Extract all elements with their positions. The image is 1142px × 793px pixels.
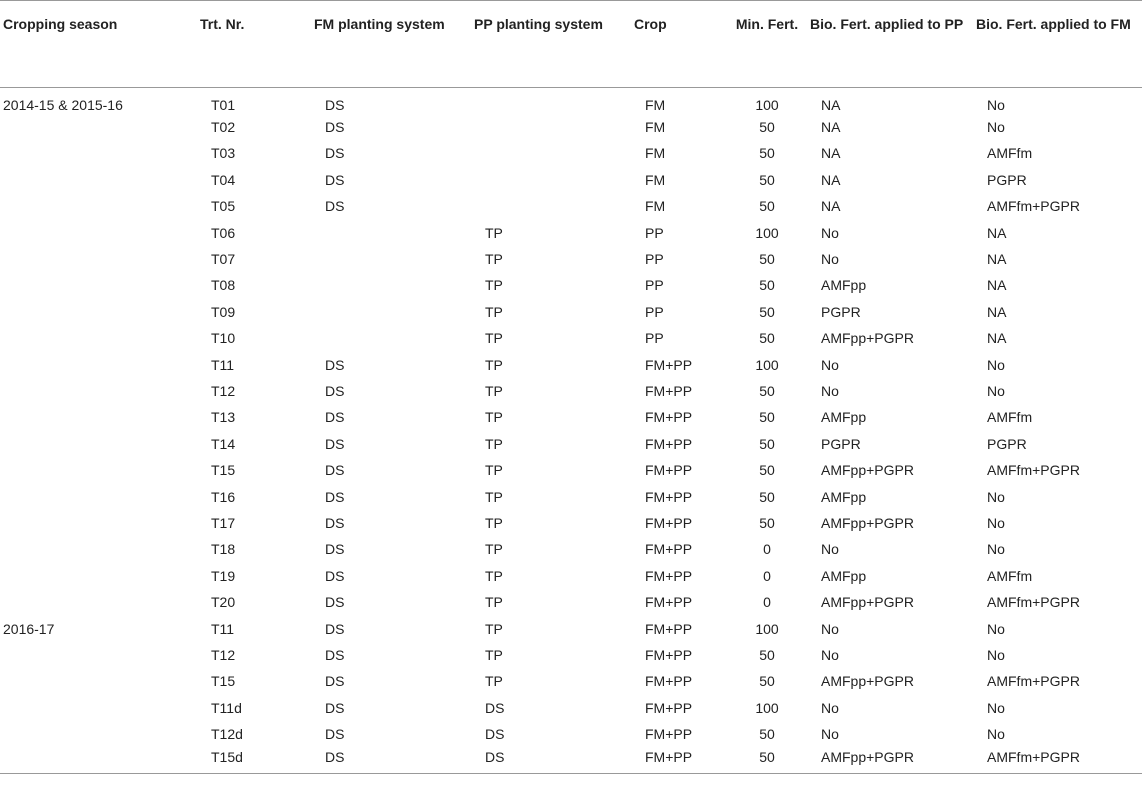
cell-cropping-season xyxy=(0,404,196,430)
cell-fm-planting: DS xyxy=(310,747,470,773)
cell-fm-planting: DS xyxy=(325,673,345,690)
cell-trt-nr: T11 xyxy=(211,356,235,373)
cell-cropping-season xyxy=(0,351,196,377)
cell-bio-fert-fm: AMFfm+PGPR xyxy=(987,673,1080,690)
cell-fm-planting: DS xyxy=(325,435,345,452)
cell-bio-fert-pp: No xyxy=(821,224,839,241)
table-row xyxy=(0,510,1142,536)
cell-min-fert: 50 xyxy=(759,646,775,663)
table-row xyxy=(0,193,1142,219)
cell-trt-nr: T14 xyxy=(211,435,236,452)
cell-bio-fert-fm: AMFfm+PGPR xyxy=(987,462,1080,479)
cell-trt-nr: T15 xyxy=(211,462,236,479)
cell-crop: FM xyxy=(645,119,666,136)
cell-crop: PP xyxy=(645,277,664,294)
cell-pp-planting xyxy=(470,167,630,193)
cell-pp-planting: DS xyxy=(485,726,505,743)
cell-crop: FM+PP xyxy=(645,726,693,743)
cell-bio-fert-pp: No xyxy=(821,541,839,558)
cell-crop: FM+PP xyxy=(645,699,693,716)
cell-bio-fert-fm: No xyxy=(987,356,1005,373)
cell-pp-planting xyxy=(470,193,630,219)
cell-bio-fert-fm: No xyxy=(987,620,1005,637)
table-row xyxy=(0,299,1142,325)
cell-bio-fert-pp: AMFpp xyxy=(821,567,867,584)
table-row xyxy=(0,219,1142,245)
header-cropping-season: Cropping season xyxy=(0,1,196,88)
cell-min-fert: 50 xyxy=(728,747,806,773)
cell-trt-nr: T17 xyxy=(211,514,236,531)
table-row xyxy=(0,272,1142,298)
cell-bio-fert-fm: NA xyxy=(987,330,1007,347)
cell-fm-planting: DS xyxy=(325,488,345,505)
cell-bio-fert-pp: AMFpp+PGPR xyxy=(821,330,914,347)
header-row xyxy=(0,1,1142,88)
cell-bio-fert-pp: AMFpp xyxy=(821,277,867,294)
cell-pp-planting: TP xyxy=(485,303,503,320)
cell-bio-fert-pp: No xyxy=(821,251,839,268)
cell-trt-nr: T15 xyxy=(211,673,236,690)
cell-fm-planting: DS xyxy=(325,356,345,373)
cell-trt-nr: T12d xyxy=(211,726,243,743)
cell-pp-planting: TP xyxy=(485,435,503,452)
cell-bio-fert-fm: No xyxy=(987,488,1005,505)
cell-bio-fert-pp: AMFpp+PGPR xyxy=(821,594,914,611)
cell-bio-fert-pp: AMFpp+PGPR xyxy=(821,673,914,690)
cell-min-fert: 50 xyxy=(759,382,775,399)
cell-trt-nr: T20 xyxy=(211,594,236,611)
cell-cropping-season xyxy=(0,299,196,325)
cell-bio-fert-pp: No xyxy=(821,646,839,663)
cell-pp-planting: TP xyxy=(485,488,503,505)
cell-bio-fert-pp: No xyxy=(821,726,839,743)
cell-pp-planting xyxy=(470,114,630,140)
cell-fm-planting: DS xyxy=(325,567,345,584)
cell-pp-planting: TP xyxy=(485,646,503,663)
cell-trt-nr: T11d xyxy=(211,699,242,716)
cell-pp-planting: TP xyxy=(485,224,503,241)
cell-pp-planting: DS xyxy=(470,747,630,773)
cell-cropping-season xyxy=(0,219,196,245)
header-fm-planting-system: FM planting system xyxy=(310,1,470,88)
cell-pp-planting: TP xyxy=(485,541,503,558)
cell-min-fert: 50 xyxy=(759,198,775,215)
cell-bio-fert-pp: No xyxy=(821,356,839,373)
cell-fm-planting: DS xyxy=(325,699,345,716)
cell-bio-fert-fm: AMFfm+PGPR xyxy=(987,198,1080,215)
cell-cropping-season xyxy=(0,536,196,562)
table-row xyxy=(0,483,1142,509)
cell-fm-planting xyxy=(310,325,470,351)
table-row xyxy=(0,642,1142,668)
cell-min-fert: 50 xyxy=(759,462,775,479)
cell-pp-planting: TP xyxy=(485,594,503,611)
cell-bio-fert-pp: No xyxy=(821,699,839,716)
cell-bio-fert-fm: No xyxy=(987,96,1005,113)
cell-min-fert: 100 xyxy=(755,620,779,637)
cell-pp-planting: DS xyxy=(485,699,505,716)
table-header xyxy=(0,1,1142,88)
cell-trt-nr: T01 xyxy=(211,96,236,113)
cell-bio-fert-pp: No xyxy=(821,620,839,637)
cell-fm-planting: DS xyxy=(325,409,345,426)
cell-min-fert: 100 xyxy=(755,699,779,716)
cell-cropping-season xyxy=(0,457,196,483)
table-body xyxy=(0,88,1142,774)
header-pp-planting-system: PP planting system xyxy=(470,1,630,88)
cell-cropping-season xyxy=(0,510,196,536)
cell-trt-nr: T03 xyxy=(211,145,236,162)
cell-crop: FM+PP xyxy=(645,382,693,399)
cell-cropping-season xyxy=(0,193,196,219)
cell-pp-planting: TP xyxy=(485,620,503,637)
cell-crop: FM xyxy=(645,145,666,162)
cell-min-fert: 50 xyxy=(759,435,775,452)
cell-bio-fert-fm: PGPR xyxy=(987,435,1027,452)
cell-crop: FM+PP xyxy=(645,514,693,531)
table-row xyxy=(0,88,1142,114)
table-row xyxy=(0,563,1142,589)
table-row xyxy=(0,325,1142,351)
cell-bio-fert-fm: AMFfm+PGPR xyxy=(987,594,1080,611)
cell-min-fert: 50 xyxy=(759,673,775,690)
cell-fm-planting: DS xyxy=(325,119,345,136)
cell-trt-nr: T10 xyxy=(211,330,236,347)
cell-bio-fert-fm: NA xyxy=(987,277,1007,294)
cell-min-fert: 100 xyxy=(755,96,779,113)
cell-fm-planting: DS xyxy=(325,541,345,558)
cell-min-fert: 50 xyxy=(759,488,775,505)
cell-min-fert: 50 xyxy=(759,145,775,162)
cell-fm-planting xyxy=(310,219,470,245)
cell-fm-planting xyxy=(310,272,470,298)
cell-crop: FM xyxy=(645,96,666,113)
cell-bio-fert-pp: AMFpp+PGPR xyxy=(806,747,972,773)
cell-crop: PP xyxy=(645,330,664,347)
cell-min-fert: 50 xyxy=(759,303,775,320)
cell-trt-nr: T18 xyxy=(211,541,236,558)
cell-fm-planting: DS xyxy=(325,514,345,531)
cell-pp-planting: TP xyxy=(485,330,503,347)
cell-bio-fert-fm: No xyxy=(987,541,1005,558)
cell-fm-planting xyxy=(310,246,470,272)
table-row xyxy=(0,668,1142,694)
cell-pp-planting xyxy=(470,140,630,166)
cell-cropping-season xyxy=(0,642,196,668)
table-row xyxy=(0,536,1142,562)
cell-trt-nr: T02 xyxy=(211,119,236,136)
cell-crop: FM+PP xyxy=(645,594,693,611)
header-min-fert: Min. Fert. xyxy=(728,1,806,88)
header-crop: Crop xyxy=(630,1,728,88)
cell-crop: FM+PP xyxy=(645,567,693,584)
cell-pp-planting: TP xyxy=(485,673,503,690)
cell-fm-planting: DS xyxy=(325,646,345,663)
cell-bio-fert-fm: No xyxy=(987,646,1005,663)
cell-crop: FM+PP xyxy=(645,462,693,479)
table-row xyxy=(0,404,1142,430)
cell-bio-fert-fm: AMFfm xyxy=(987,409,1033,426)
cell-fm-planting: DS xyxy=(325,620,345,637)
cell-trt-nr: T12 xyxy=(211,646,236,663)
cell-trt-nr: T16 xyxy=(211,488,236,505)
cell-cropping-season xyxy=(0,483,196,509)
cell-bio-fert-fm: PGPR xyxy=(987,171,1027,188)
cell-bio-fert-fm: AMFfm xyxy=(987,145,1033,162)
cell-bio-fert-pp: PGPR xyxy=(821,303,861,320)
cell-bio-fert-fm: No xyxy=(987,514,1005,531)
cell-trt-nr: T05 xyxy=(211,198,236,215)
table-row xyxy=(0,721,1142,747)
cell-min-fert: 0 xyxy=(763,567,771,584)
cell-bio-fert-pp: AMFpp xyxy=(821,409,867,426)
cell-cropping-season xyxy=(0,431,196,457)
table-row xyxy=(0,457,1142,483)
cell-pp-planting: TP xyxy=(485,514,503,531)
cell-pp-planting: TP xyxy=(485,567,503,584)
cell-cropping-season xyxy=(0,272,196,298)
table-row xyxy=(0,114,1142,140)
cell-pp-planting: TP xyxy=(485,409,503,426)
cell-fm-planting: DS xyxy=(325,726,345,743)
cell-fm-planting: DS xyxy=(325,594,345,611)
cell-cropping-season xyxy=(0,694,196,720)
cell-pp-planting: TP xyxy=(485,356,503,373)
cell-pp-planting: TP xyxy=(485,462,503,479)
cell-bio-fert-pp: PGPR xyxy=(821,435,861,452)
header-bio-fert-pp: Bio. Fert. applied to PP xyxy=(806,1,972,88)
cell-pp-planting: TP xyxy=(485,277,503,294)
cell-bio-fert-pp: AMFpp xyxy=(821,488,867,505)
cell-trt-nr: T09 xyxy=(211,303,236,320)
cell-min-fert: 100 xyxy=(755,224,779,241)
cell-cropping-season xyxy=(0,721,196,747)
cell-cropping-season xyxy=(0,563,196,589)
table-row xyxy=(0,589,1142,615)
cell-pp-planting xyxy=(470,88,630,114)
cell-cropping-season xyxy=(0,246,196,272)
cell-fm-planting: DS xyxy=(325,462,345,479)
cell-min-fert: 0 xyxy=(763,541,771,558)
cell-crop: PP xyxy=(645,303,664,320)
cell-min-fert: 50 xyxy=(759,119,775,136)
cell-min-fert: 0 xyxy=(763,594,771,611)
cell-crop: PP xyxy=(645,251,664,268)
cell-crop: FM+PP xyxy=(645,435,693,452)
cell-fm-planting: DS xyxy=(325,171,345,188)
cell-pp-planting: TP xyxy=(485,251,503,268)
table-row xyxy=(0,351,1142,377)
cell-crop: FM+PP xyxy=(645,541,693,558)
cell-min-fert: 50 xyxy=(759,330,775,347)
cell-cropping-season xyxy=(0,114,196,140)
cell-crop: FM+PP xyxy=(645,673,693,690)
cell-trt-nr: T08 xyxy=(211,277,236,294)
cell-bio-fert-pp: NA xyxy=(821,198,841,215)
cell-cropping-season xyxy=(0,167,196,193)
cell-cropping-season xyxy=(0,140,196,166)
cell-min-fert: 50 xyxy=(759,251,775,268)
cell-cropping-season: 2014-15 & 2015-16 xyxy=(3,96,123,113)
table-row xyxy=(0,167,1142,193)
cell-crop: PP xyxy=(645,224,664,241)
cell-cropping-season xyxy=(0,589,196,615)
cell-trt-nr: T12 xyxy=(211,382,236,399)
cell-bio-fert-fm: NA xyxy=(987,303,1007,320)
cell-trt-nr: T06 xyxy=(211,224,236,241)
cell-fm-planting: DS xyxy=(325,382,345,399)
table-row xyxy=(0,694,1142,720)
cell-bio-fert-fm: NA xyxy=(987,251,1007,268)
cell-min-fert: 50 xyxy=(759,171,775,188)
cell-bio-fert-fm: NA xyxy=(987,224,1007,241)
cell-trt-nr: T19 xyxy=(211,567,236,584)
cell-trt-nr: T04 xyxy=(211,171,236,188)
cell-cropping-season xyxy=(0,668,196,694)
cell-crop: FM+PP xyxy=(645,646,693,663)
cell-bio-fert-pp: No xyxy=(821,382,839,399)
header-trt-nr: Trt. Nr. xyxy=(196,1,310,88)
table-row xyxy=(0,431,1142,457)
cell-bio-fert-pp: NA xyxy=(821,171,841,188)
cell-min-fert: 50 xyxy=(759,514,775,531)
cell-min-fert: 50 xyxy=(759,277,775,294)
table-row xyxy=(0,747,1142,773)
cell-bio-fert-fm: No xyxy=(987,726,1005,743)
cell-trt-nr: T15d xyxy=(196,747,310,773)
cell-bio-fert-pp: AMFpp+PGPR xyxy=(821,514,914,531)
cell-min-fert: 50 xyxy=(759,726,775,743)
cell-crop: FM+PP xyxy=(645,356,693,373)
cell-trt-nr: T13 xyxy=(211,409,236,426)
table-row xyxy=(0,378,1142,404)
table-row xyxy=(0,140,1142,166)
cell-cropping-season: 2016-17 xyxy=(3,620,55,637)
cell-trt-nr: T11 xyxy=(211,620,235,637)
cell-bio-fert-pp: AMFpp+PGPR xyxy=(821,462,914,479)
cell-fm-planting: DS xyxy=(325,145,345,162)
cell-cropping-season xyxy=(0,747,196,773)
cell-min-fert: 100 xyxy=(755,356,779,373)
cell-crop: FM xyxy=(645,171,666,188)
cell-fm-planting: DS xyxy=(325,96,345,113)
cell-bio-fert-fm: AMFfm xyxy=(987,567,1033,584)
cell-bio-fert-pp: NA xyxy=(821,96,841,113)
cell-bio-fert-pp: NA xyxy=(821,145,841,162)
cell-crop: FM+PP xyxy=(630,747,728,773)
cell-bio-fert-fm: No xyxy=(987,382,1005,399)
cell-bio-fert-fm: No xyxy=(987,119,1005,136)
cell-cropping-season xyxy=(0,325,196,351)
table-row xyxy=(0,615,1142,641)
cell-fm-planting xyxy=(310,299,470,325)
cell-trt-nr: T07 xyxy=(211,251,236,268)
cell-crop: FM+PP xyxy=(645,620,693,637)
cell-fm-planting: DS xyxy=(325,198,345,215)
cell-crop: FM+PP xyxy=(645,409,693,426)
cell-cropping-season xyxy=(0,378,196,404)
cell-bio-fert-fm: AMFfm+PGPR xyxy=(972,747,1142,773)
cell-crop: FM xyxy=(645,198,666,215)
cell-bio-fert-fm: No xyxy=(987,699,1005,716)
cell-pp-planting: TP xyxy=(485,382,503,399)
table-row xyxy=(0,246,1142,272)
header-bio-fert-fm: Bio. Fert. applied to FM xyxy=(972,1,1142,88)
cell-bio-fert-pp: NA xyxy=(821,119,841,136)
cell-crop: FM+PP xyxy=(645,488,693,505)
cell-min-fert: 50 xyxy=(759,409,775,426)
